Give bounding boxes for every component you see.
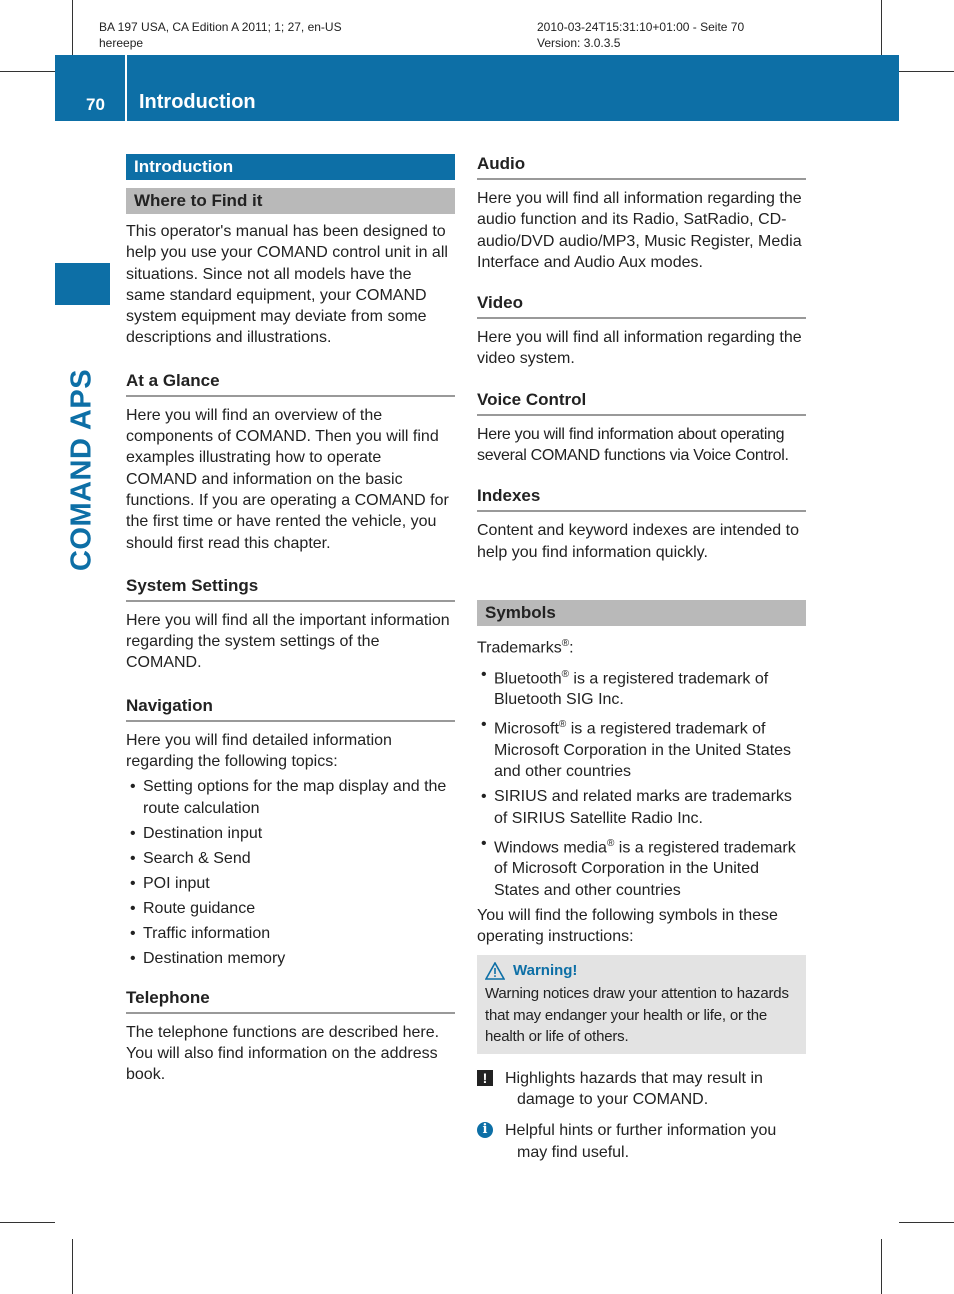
indexes-text: Content and keyword indexes are intended to help you find information quickly. (477, 522, 799, 561)
print-header-left (99, 19, 342, 51)
crop-mark (881, 1239, 882, 1294)
crop-mark (72, 1239, 73, 1294)
trademark-list (477, 664, 806, 901)
crop-mark (899, 1222, 954, 1223)
warning-text: Warning notices draw your attention to hazards that may endanger your health or life, or the health or life of others. (485, 985, 789, 1046)
crop-mark (899, 71, 954, 72)
system-text: Here you will find all the important information regarding the system settings of the COMAND. (126, 611, 450, 672)
telephone-text: The telephone functions are described here. You will also find information on the address book. (126, 1023, 440, 1084)
list-item: • Microsoft® is a registered trademark of Microsoft Corporation in the United States and other countries (477, 714, 806, 782)
chapter-title: Introduction (139, 91, 256, 113)
trademark-note: is a registered trademark of Microsoft Corporation in the United States and other countries (494, 720, 792, 781)
heading-at-a-glance: At a Glance (126, 371, 455, 397)
where-text: This operator's manual has been designed to help you use your COMAND control unit in all situations. Since not all models have the same standard equipment, your COMAND system equipment may deviate from some descriptions and illustrations. (126, 223, 448, 347)
nav-topic-list (126, 776, 455, 969)
trademark-name: Windows media (494, 839, 607, 857)
heading-navigation: Navigation (126, 696, 455, 722)
crop-mark (0, 71, 55, 72)
right-column (477, 154, 806, 1163)
print-header-right-line2: Version: 3.0.3.5 (537, 36, 621, 50)
warning-title: Warning! (513, 962, 578, 980)
section-bar-symbols: Symbols (477, 600, 806, 626)
list-item (477, 786, 806, 829)
list-item: • POI input (126, 873, 455, 894)
page-number: 70 (86, 95, 105, 114)
trademarks-text: Trademarks (477, 639, 562, 657)
banner-divider (125, 55, 127, 121)
nav-text: Here you will find detailed information regarding the following topics: (126, 731, 392, 771)
warning-triangle-icon (485, 962, 505, 980)
section-bar-introduction: Introduction (126, 154, 455, 180)
trademarks-label: Trademarks®: (477, 637, 574, 657)
trademark-name: Microsoft (494, 720, 559, 738)
side-tab-marker (55, 263, 110, 305)
list-item: • Windows media® is a registered trademark of Microsoft Corporation in the United States and other countries (477, 833, 806, 901)
heading-indexes: Indexes (477, 486, 806, 512)
exclamation-icon: ! (477, 1070, 493, 1086)
audio-text: Here you will find all information regarding the audio function and its Radio, SatRadio, CD-audio/DVD audio/MP3, Music Register, Media Interface and Audio Aux modes. (477, 190, 802, 271)
warning-box (477, 955, 806, 1054)
print-header-left-line1: BA 197 USA, CA Edition A 2011; 1; 27, en-US (99, 20, 342, 34)
list-item: • Traffic information (126, 923, 455, 944)
info-note (477, 1120, 806, 1163)
section-bar-where-to-find: Where to Find it (126, 188, 455, 214)
symbols-intro: You will find the following symbols in these operating instructions: (477, 906, 778, 946)
crop-mark (0, 1222, 55, 1223)
trademark-note: is a registered trademark of Bluetooth SIG Inc. (494, 669, 769, 709)
heading-video: Video (477, 293, 806, 319)
crop-mark (72, 0, 73, 55)
print-header-right (537, 19, 744, 51)
heading-telephone: Telephone (126, 988, 455, 1014)
trademark-name: Bluetooth (494, 669, 562, 687)
print-header-left-line2: hereepe (99, 36, 144, 50)
list-item: • Search & Send (126, 848, 455, 869)
print-header-right-line1: 2010-03-24T15:31:10+01:00 - Seite 70 (537, 20, 745, 34)
voice-text: Here you will find information about operating several COMAND functions via Voice Control. (477, 425, 789, 465)
video-text: Here you will find all information regarding the video system. (477, 329, 802, 368)
list-item: • Route guidance (126, 898, 455, 919)
list-item: • Destination memory (126, 948, 455, 969)
side-tab-label: COMAND APS (65, 368, 98, 572)
list-item: • Bluetooth® is a registered trademark of Bluetooth SIG Inc. (477, 664, 806, 711)
info-note-text: Helpful hints or further information you may find useful. (505, 1122, 777, 1161)
crop-mark (881, 0, 882, 55)
list-item: • Destination input (126, 823, 455, 844)
trademark-note: is a registered trademark of Microsoft Corporation in the United States and other countries (494, 839, 796, 899)
left-column (126, 154, 455, 1085)
hazard-note (477, 1068, 806, 1111)
heading-audio: Audio (477, 154, 806, 180)
trademark-name: SIRIUS and related marks are trademarks of SIRIUS Satellite Radio Inc. (494, 788, 792, 827)
warning-title-row (485, 961, 798, 981)
info-icon: i (477, 1122, 493, 1138)
heading-voice-control: Voice Control (477, 390, 806, 416)
glance-text: Here you will find an overview of the components of COMAND. Then you will find examples illustrating how to operate COMAND and information on the basic functions. If you are operating a COMAND for the first time or have rented the vehicle, you should first read this chapter. (126, 406, 449, 552)
hazard-note-text: Highlights hazards that may result in damage to your COMAND. (505, 1069, 763, 1109)
heading-system-settings: System Settings (126, 576, 455, 602)
list-item: • Setting options for the map display and the route calculation (126, 776, 455, 819)
